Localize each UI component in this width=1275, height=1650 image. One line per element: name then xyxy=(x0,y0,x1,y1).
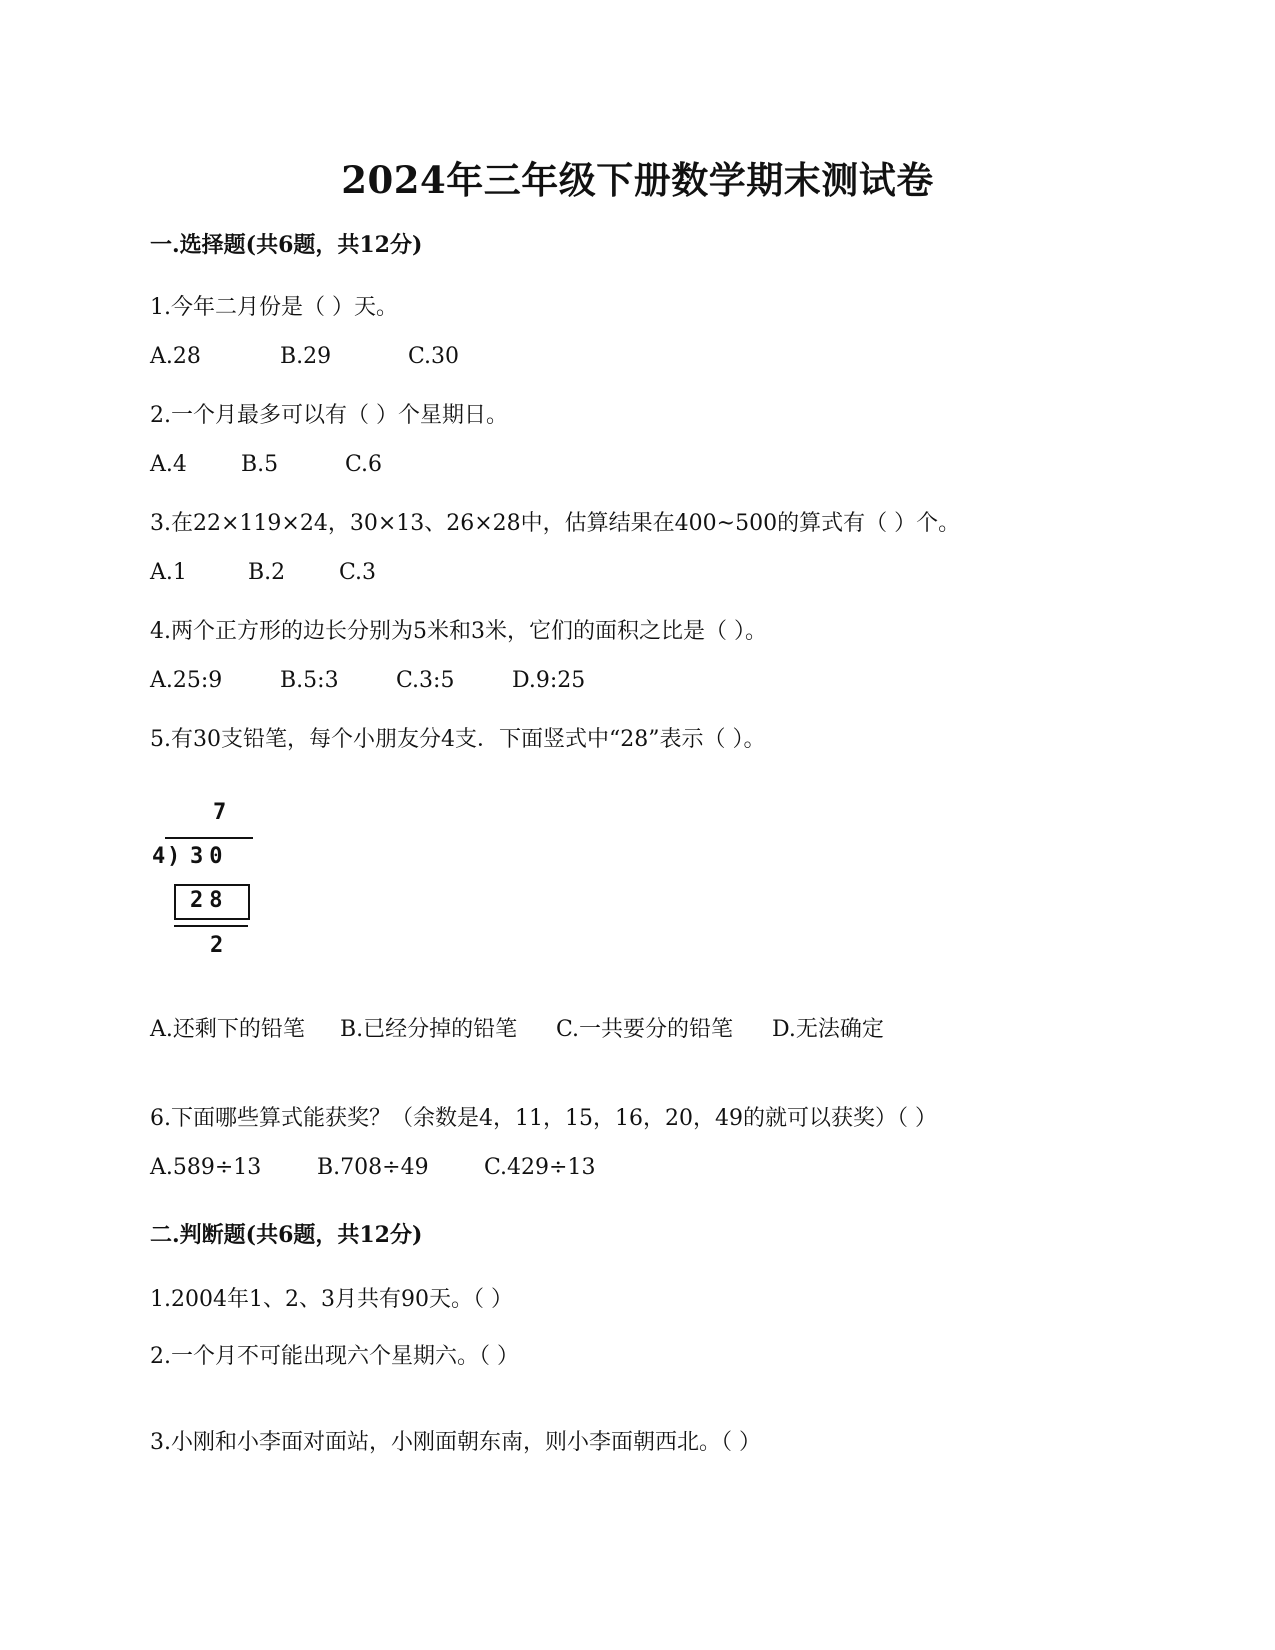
question-2-option-c: C.6 xyxy=(345,452,383,477)
question-6-text: 6.下面哪些算式能获奖？（余数是4，11，15，16，20，49的就可以获奖）（ ） xyxy=(150,1106,937,1131)
division-divisor: 4 xyxy=(152,844,166,869)
question-2-text: 2.一个月最多可以有（ ）个星期日。 xyxy=(150,403,508,428)
question-3-option-b: B.2 xyxy=(248,560,286,585)
question-6-option-c: C.429÷13 xyxy=(484,1155,596,1180)
tf-question-3-text: 3.小刚和小李面对面站，小刚面朝东南，则小李面朝西北。（ ） xyxy=(150,1430,761,1455)
question-4-option-c: C.3:5 xyxy=(396,668,455,693)
question-4-text: 4.两个正方形的边长分别为5米和3米，它们的面积之比是（ ）。 xyxy=(150,619,767,644)
section-heading-choice: 一.选择题(共6题，共12分) xyxy=(150,232,423,258)
page-title: 2024年三年级下册数学期末测试卷 xyxy=(341,158,934,202)
division-product: 28 xyxy=(190,888,229,913)
question-1-option-a: A.28 xyxy=(150,344,201,369)
division-bar xyxy=(165,837,253,839)
section-heading-true-false: 二.判断题(共6题，共12分) xyxy=(150,1222,423,1248)
question-5-option-a: A.还剩下的铅笔 xyxy=(150,1017,305,1042)
question-5-option-d: D.无法确定 xyxy=(772,1017,884,1042)
question-3-option-c: C.3 xyxy=(339,560,377,585)
division-subtraction-line xyxy=(174,925,248,927)
question-5-text: 5.有30支铅笔，每个小朋友分4支．下面竖式中“28”表示（ ）。 xyxy=(150,727,766,752)
question-3-option-a: A.1 xyxy=(150,560,187,585)
question-6-option-a: A.589÷13 xyxy=(150,1155,262,1180)
division-dividend: 30 xyxy=(190,844,229,869)
tf-question-1-text: 1.2004年1、2、3月共有90天。（ ） xyxy=(150,1287,513,1312)
long-division-figure xyxy=(150,800,260,970)
tf-question-2-text: 2.一个月不可能出现六个星期六。（ ） xyxy=(150,1344,519,1369)
question-6-option-b: B.708÷49 xyxy=(317,1155,429,1180)
division-bracket: ) xyxy=(167,844,181,869)
division-remainder: 2 xyxy=(210,933,224,958)
question-1-text: 1.今年二月份是（ ）天。 xyxy=(150,295,398,320)
question-5-option-b: B.已经分掉的铅笔 xyxy=(340,1017,518,1042)
question-4-option-d: D.9:25 xyxy=(512,668,586,693)
question-5-option-c: C.一共要分的铅笔 xyxy=(556,1017,734,1042)
question-1-option-b: B.29 xyxy=(280,344,332,369)
division-quotient: 7 xyxy=(213,800,227,825)
question-2-option-a: A.4 xyxy=(150,452,187,477)
question-1-option-c: C.30 xyxy=(408,344,460,369)
question-4-option-a: A.25:9 xyxy=(150,668,223,693)
question-2-option-b: B.5 xyxy=(241,452,279,477)
question-3-text: 3.在22×119×24，30×13、26×28中，估算结果在400~500的算式有（ ）个。 xyxy=(150,511,961,536)
question-4-option-b: B.5:3 xyxy=(280,668,339,693)
